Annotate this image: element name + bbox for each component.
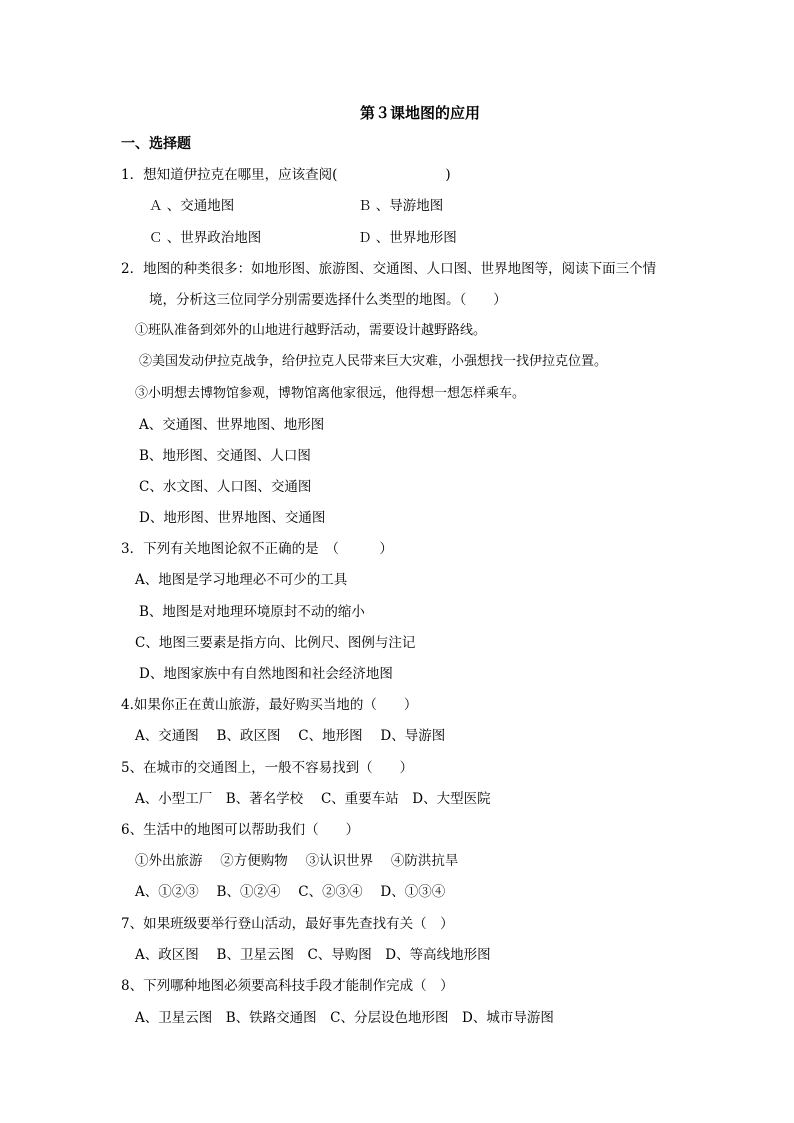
question-2-option-a: A、交通图、世界地图、地形图 — [139, 417, 325, 433]
question-1-option-d: Ｄ 、世界地形图 — [358, 230, 457, 246]
question-2-stem-line1: 2．地图的种类很多：如地形图、旅游图、交通图、人口图、世界地图等，阅读下面三个情 — [121, 261, 657, 277]
question-2-option-d: D、地形图、世界地图、交通图 — [139, 510, 326, 526]
question-2-option-b: B、地形图、交通图、人口图 — [139, 448, 311, 464]
question-4-options: A、交通图 B、政区图 C、地形图 D、导游图 — [135, 728, 446, 744]
question-2-stem-line2: 境，分析这三位同学分别需要选择什么类型的地图。（ ） — [149, 292, 507, 308]
question-3-option-b: B、地图是对地理环境原封不动的缩小 — [139, 604, 365, 620]
question-1-stem: 1．想知道伊拉克在哪里，应该查阅( ) — [121, 167, 451, 183]
question-5-options: A、小型工厂 B、著名学校 C、重要车站 D、大型医院 — [135, 791, 491, 807]
question-3-option-c: C、地图三要素是指方向、比例尺、图例与注记 — [135, 635, 416, 651]
question-3-option-a: A、地图是学习地理必不可少的工具 — [135, 572, 348, 588]
question-7-options: A、政区图 B、卫星云图 C、导购图 D、等高线地形图 — [135, 947, 491, 963]
question-2-situation-2: ②美国发动伊拉克战争，给伊拉克人民带来巨大灾难，小强想找一找伊拉克位置。 — [139, 354, 608, 369]
question-2-situation-1: ①班队准备到郊外的山地进行越野活动，需要设计越野路线。 — [135, 323, 487, 338]
question-8-stem: 8、下列哪种地图必须要高科技手段才能制作完成（ ） — [121, 978, 454, 994]
page-title: 第３课地图的应用 — [360, 104, 481, 122]
question-7-stem: 7、如果班级要举行登山活动，最好事先查找有关（ ） — [121, 916, 454, 932]
question-8-options: A、卫星云图 B、铁路交通图 C、分层设色地形图 D、城市导游图 — [135, 1010, 554, 1026]
question-4-stem: 4.如果你正在黄山旅游，最好购买当地的（ ） — [121, 697, 418, 713]
question-6-stem: 6、生活中的地图可以帮助我们（ ） — [121, 822, 360, 838]
section-heading: 一、选择题 — [121, 136, 191, 152]
question-1-option-b: Ｂ 、导游地图 — [358, 198, 444, 214]
question-5-stem: 5、在城市的交通图上，一般不容易找到（ ） — [121, 760, 414, 776]
question-6-items: ①外出旅游 ②方便购物 ③认识世界 ④防洪抗旱 — [135, 853, 459, 869]
question-3-stem: 3．下列有关地图论叙不正确的是 （ ） — [121, 541, 393, 557]
question-2-situation-3: ③小明想去博物馆参观，博物馆离他家很远，他得想一想怎样乘车。 — [135, 386, 526, 401]
question-1-option-c: Ｃ 、世界政治地图 — [149, 230, 262, 246]
question-1-option-a: Ａ 、交通地图 — [149, 198, 235, 214]
question-6-options: A、①②③ B、①②④ C、②③④ D、①③④ — [135, 884, 446, 900]
question-3-option-d: D、地图家族中有自然地图和社会经济地图 — [139, 666, 393, 682]
question-2-option-c: C、水文图、人口图、交通图 — [139, 479, 312, 495]
